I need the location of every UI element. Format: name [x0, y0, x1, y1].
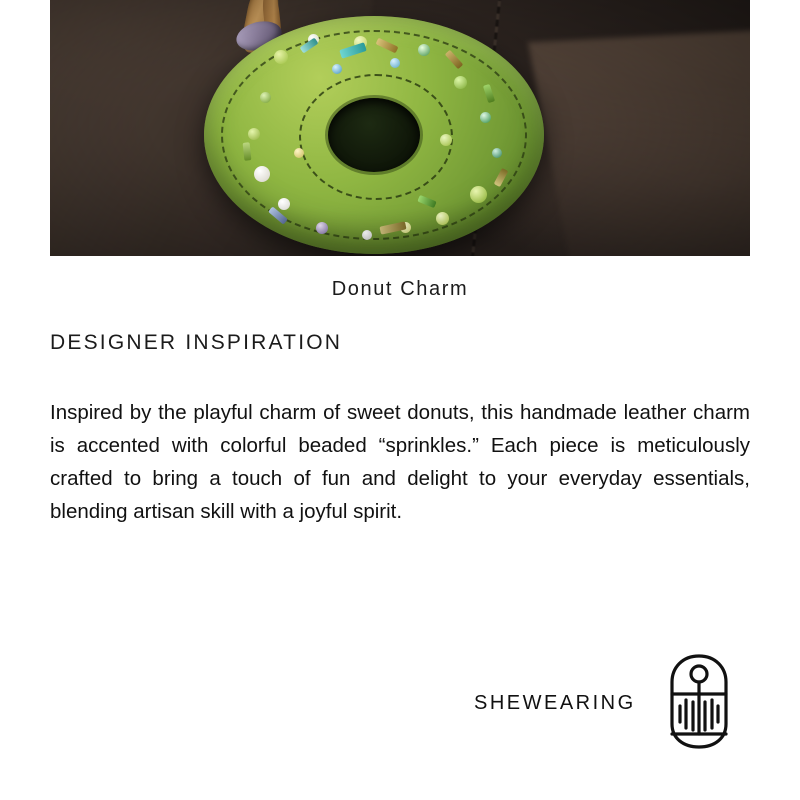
- image-vignette: [50, 0, 750, 256]
- product-caption: Donut Charm: [331, 278, 469, 300]
- product-hero-image: [50, 0, 750, 256]
- section-heading-designer-inspiration: DESIGNER INSPIRATION: [50, 331, 343, 354]
- inspiration-body-text: [50, 396, 750, 528]
- inspiration-paragraph: Inspired by the playful charm of sweet donuts, this handmade leather charm is accented with colorful beaded “sprinkles.” Each piece is meticulously crafted to bring a touch of fun and delight to your everyday essentials, blending artisan skill with a joyful spirit.: [50, 401, 750, 523]
- brand-wordmark: SHEWEARING: [474, 692, 636, 714]
- shewearing-monogram-logo: [660, 650, 738, 752]
